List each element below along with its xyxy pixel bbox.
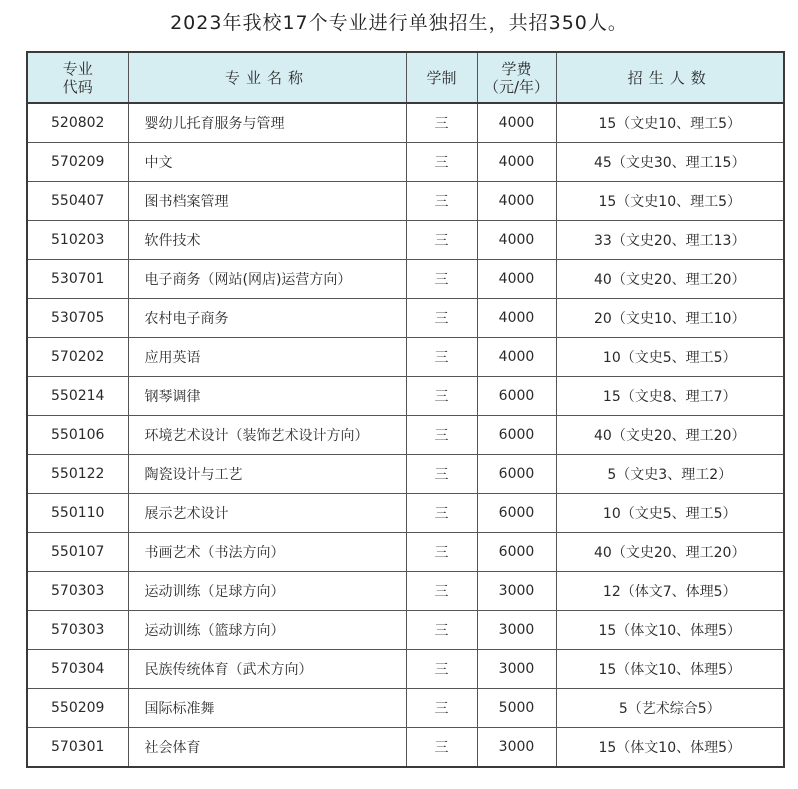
cell-duration: 三 [406,103,477,143]
cell-fee: 6000 [477,455,556,494]
table-row [27,416,784,455]
cell-code: 550209 [27,689,128,728]
cell-enrollment: 12（体文7、体理5） [556,572,784,611]
table-row [27,299,784,338]
table-row [27,377,784,416]
header-row [27,52,784,103]
cell-name: 国际标准舞 [128,689,406,728]
cell-enrollment: 10（文史5、理工5） [556,338,784,377]
cell-duration: 三 [406,611,477,650]
cell-fee: 4000 [477,221,556,260]
cell-fee: 5000 [477,689,556,728]
header-fee [477,52,556,103]
cell-duration: 三 [406,338,477,377]
cell-fee: 4000 [477,260,556,299]
cell-name: 书画艺术（书法方向） [128,533,406,572]
table-row [27,611,784,650]
header-fee-line2: （元/年） [483,77,550,96]
cell-enrollment: 40（文史20、理工20） [556,260,784,299]
cell-name: 钢琴调律 [128,377,406,416]
cell-enrollment: 40（文史20、理工20） [556,416,784,455]
cell-name: 环境艺术设计（装饰艺术设计方向） [128,416,406,455]
header-fee-line1: 学费 [501,59,532,78]
cell-enrollment: 10（文史5、理工5） [556,494,784,533]
table-body [27,103,784,767]
cell-code: 570303 [27,611,128,650]
cell-code: 510203 [27,221,128,260]
cell-name: 电子商务（网站(网店)运营方向） [128,260,406,299]
cell-fee: 4000 [477,338,556,377]
cell-duration: 三 [406,494,477,533]
majors-table [26,51,785,768]
header-enrollment: 招生人数 [556,52,784,103]
header-name: 专业名称 [128,52,406,103]
cell-code: 570209 [27,143,128,182]
cell-enrollment: 15（体文10、体理5） [556,728,784,768]
cell-fee: 6000 [477,494,556,533]
cell-fee: 4000 [477,299,556,338]
cell-duration: 三 [406,377,477,416]
cell-code: 550107 [27,533,128,572]
table-row [27,338,784,377]
cell-code: 520802 [27,103,128,143]
cell-enrollment: 40（文史20、理工20） [556,533,784,572]
table-row [27,572,784,611]
cell-fee: 3000 [477,650,556,689]
cell-code: 530705 [27,299,128,338]
table-row [27,494,784,533]
cell-code: 570304 [27,650,128,689]
table-row [27,728,784,768]
cell-name: 应用英语 [128,338,406,377]
cell-name: 运动训练（足球方向） [128,572,406,611]
table-row [27,455,784,494]
header-code [27,52,128,103]
cell-fee: 4000 [477,143,556,182]
cell-enrollment: 5（艺术综合5） [556,689,784,728]
cell-duration: 三 [406,260,477,299]
table-row [27,260,784,299]
cell-enrollment: 15（文史10、理工5） [556,182,784,221]
cell-name: 图书档案管理 [128,182,406,221]
table-row [27,221,784,260]
cell-fee: 6000 [477,533,556,572]
cell-enrollment: 45（文史30、理工15） [556,143,784,182]
table-row [27,143,784,182]
cell-enrollment: 15（体文10、体理5） [556,611,784,650]
table-row [27,182,784,221]
cell-name: 中文 [128,143,406,182]
cell-duration: 三 [406,299,477,338]
cell-name: 婴幼儿托育服务与管理 [128,103,406,143]
cell-fee: 3000 [477,611,556,650]
cell-name: 民族传统体育（武术方向） [128,650,406,689]
cell-duration: 三 [406,143,477,182]
cell-name: 社会体育 [128,728,406,768]
cell-duration: 三 [406,416,477,455]
cell-code: 550407 [27,182,128,221]
cell-enrollment: 5（文史3、理工2） [556,455,784,494]
cell-code: 550110 [27,494,128,533]
table-row [27,103,784,143]
table-row [27,689,784,728]
cell-fee: 4000 [477,103,556,143]
cell-code: 550106 [27,416,128,455]
cell-fee: 6000 [477,416,556,455]
cell-code: 530701 [27,260,128,299]
cell-fee: 4000 [477,182,556,221]
cell-enrollment: 15（体文10、体理5） [556,650,784,689]
cell-duration: 三 [406,455,477,494]
header-code-line2: 代码 [62,77,93,96]
cell-enrollment: 15（文史10、理工5） [556,103,784,143]
cell-fee: 3000 [477,572,556,611]
cell-duration: 三 [406,221,477,260]
cell-duration: 三 [406,533,477,572]
cell-name: 运动训练（篮球方向） [128,611,406,650]
cell-code: 550122 [27,455,128,494]
cell-code: 570303 [27,572,128,611]
cell-duration: 三 [406,650,477,689]
cell-code: 570202 [27,338,128,377]
cell-name: 陶瓷设计与工艺 [128,455,406,494]
table-row [27,650,784,689]
cell-name: 农村电子商务 [128,299,406,338]
page-title: 2023年我校17个专业进行单独招生，共招350人。 [170,12,628,34]
cell-fee: 3000 [477,728,556,768]
cell-duration: 三 [406,689,477,728]
cell-enrollment: 15（文史8、理工7） [556,377,784,416]
cell-code: 550214 [27,377,128,416]
cell-duration: 三 [406,182,477,221]
cell-code: 570301 [27,728,128,768]
cell-name: 展示艺术设计 [128,494,406,533]
cell-enrollment: 33（文史20、理工13） [556,221,784,260]
cell-duration: 三 [406,572,477,611]
cell-duration: 三 [406,728,477,768]
cell-fee: 6000 [477,377,556,416]
header-code-line1: 专业 [62,59,93,78]
header-duration: 学制 [406,52,477,103]
table-header [27,52,784,103]
table-row [27,533,784,572]
cell-enrollment: 20（文史10、理工10） [556,299,784,338]
cell-name: 软件技术 [128,221,406,260]
